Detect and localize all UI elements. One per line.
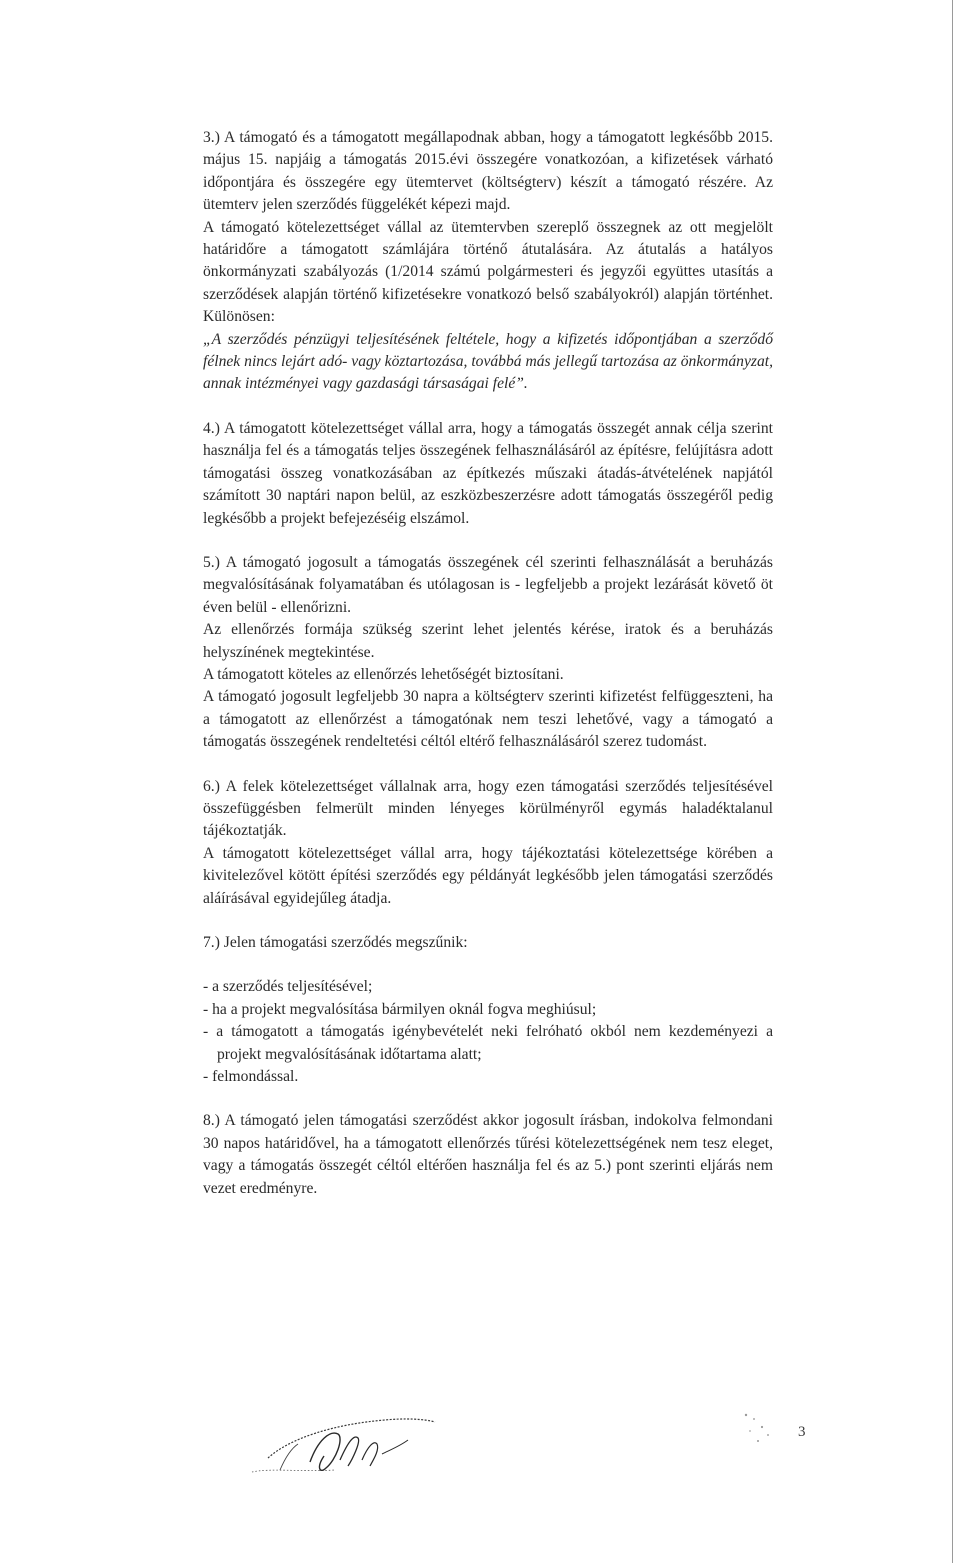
spacer [203,910,773,932]
document-body [203,127,773,1200]
spacer [203,396,773,418]
section-7-list-item: - ha a projekt megvalósítása bármilyen oknál fogva meghiúsul; [203,1000,597,1018]
page-edge-line [952,0,953,1563]
faint-marks [738,1405,778,1455]
section-6-paragraph-2: A támogatott kötelezettséget vállal arra, hogy tájékoztatási kötelezettsége körében a kivitelezővel kötött építési szerződés egy példányát legkésőbb jelen támogatási szerződés aláírásával egyidejűleg átadja. [203,844,773,907]
spacer [203,954,773,976]
section-7-title: 7.) Jelen támogatási szerződés megszűnik: [203,934,468,951]
section-4-paragraph: 4.) A támogatott kötelezettséget vállal arra, hogy a támogatás összegét annak célja szerint használja fel és a támogatás teljes összegének felhasználásáról az építésre, felújításra adott támogatási összeg vonatkozásában az építkezés műszaki átadás-átvételének napjától számított 30 naptári napon belül, az eszközbeszerzésre adott támogatás összegéről pedig legkésőbb a projekt befejezéséig elszámol. [203,419,773,527]
spacer [203,754,773,776]
section-3-quote: „A szerződés pénzügyi teljesítésének feltétele, hogy a kifizetés időpontjában a szerződő félnek nincs lejárt adó- vagy köztartozása, továbbá más jellegű tartozása az önkormányzat, annak intézményei vagy gazdasági társaságai felé”. [203,330,773,393]
section-7-list-item: - a támogatott a támogatás igénybevételét neki felróható okból nem kezdeményezi a projekt megvalósításának időtartama alatt; [203,1023,773,1063]
section-5-paragraph-2: Az ellenőrzés formája szükség szerint lehet jelentés kérése, iratok és a beruházás helyszínének megtekintése. [203,621,773,661]
section-7-list-item: - felmondással. [203,1068,299,1086]
spacer [203,1088,773,1110]
section-8-paragraph: 8.) A támogató jelen támogatási szerződést akkor jogosult írásban, indokolva felmondani 30 napos határidővel, ha a támogatott ellenőrzés tűrési kötelezettségének nem tesz eleget, vagy a támogatás összegét céltól eltérően használja fel és az 5.) pont szerinti eljárás nem vezet eredményre. [203,1112,773,1197]
page-number: 3 [798,1424,806,1440]
section-5-paragraph-4: A támogató jogosult legfeljebb 30 napra a költségterv szerinti kifizetést felfüggeszteni, ha a támogatott az ellenőrzést a támogatónak nem teszi lehetővé, vagy a támogató a támogatás összegének rendeltetési céltól eltérő felhasználásáról szerez tudomást. [203,688,773,751]
handwritten-signature [240,1410,450,1490]
section-5-paragraph-3: A támogatott köteles az ellenőrzés lehetőségét biztosítani. [203,665,564,683]
spacer [203,530,773,552]
section-5-paragraph-1: 5.) A támogató jogosult a támogatás összegének cél szerinti felhasználását a beruházás megvalósításának folyamatában és utólagosan is - legfeljebb a projekt lezárását követő öt éven belül - ellenőrizni. [203,553,773,616]
section-7-list-item: - a szerződés teljesítésével; [203,978,373,996]
section-3-paragraph-2: A támogató kötelezettséget vállal az ütemtervben szereplő összegnek az ott megjelölt határidőre a támogatott számlájára történő átutalására. Az átutalás a hatályos önkormányzati szabályozás (1/2014 számú polgármesteri és jegyzői együttes utasítás a szerződések alapján történő kifizetésekre vonatkozó belső szabályokról) alapján történhet. Különösen: [203,218,773,326]
section-3-paragraph-1: 3.) A támogató és a támogatott megállapodnak abban, hogy a támogatott legkésőbb 2015. május 15. napjáig a támogatás 2015.évi összegére vonatkozóan, a kifizetések várható időpontjára és összegére egy ütemtervet (költségterv) készít a támogató részére. Az ütemterv jelen szerződés függelékét képezi majd. [203,129,773,214]
section-6-paragraph-1: 6.) A felek kötelezettséget vállalnak arra, hogy ezen támogatási szerződés teljesítésével összefüggésben felmerült minden lényeges körülményről egymás haladéktalanul tájékoztatják. [203,777,773,840]
